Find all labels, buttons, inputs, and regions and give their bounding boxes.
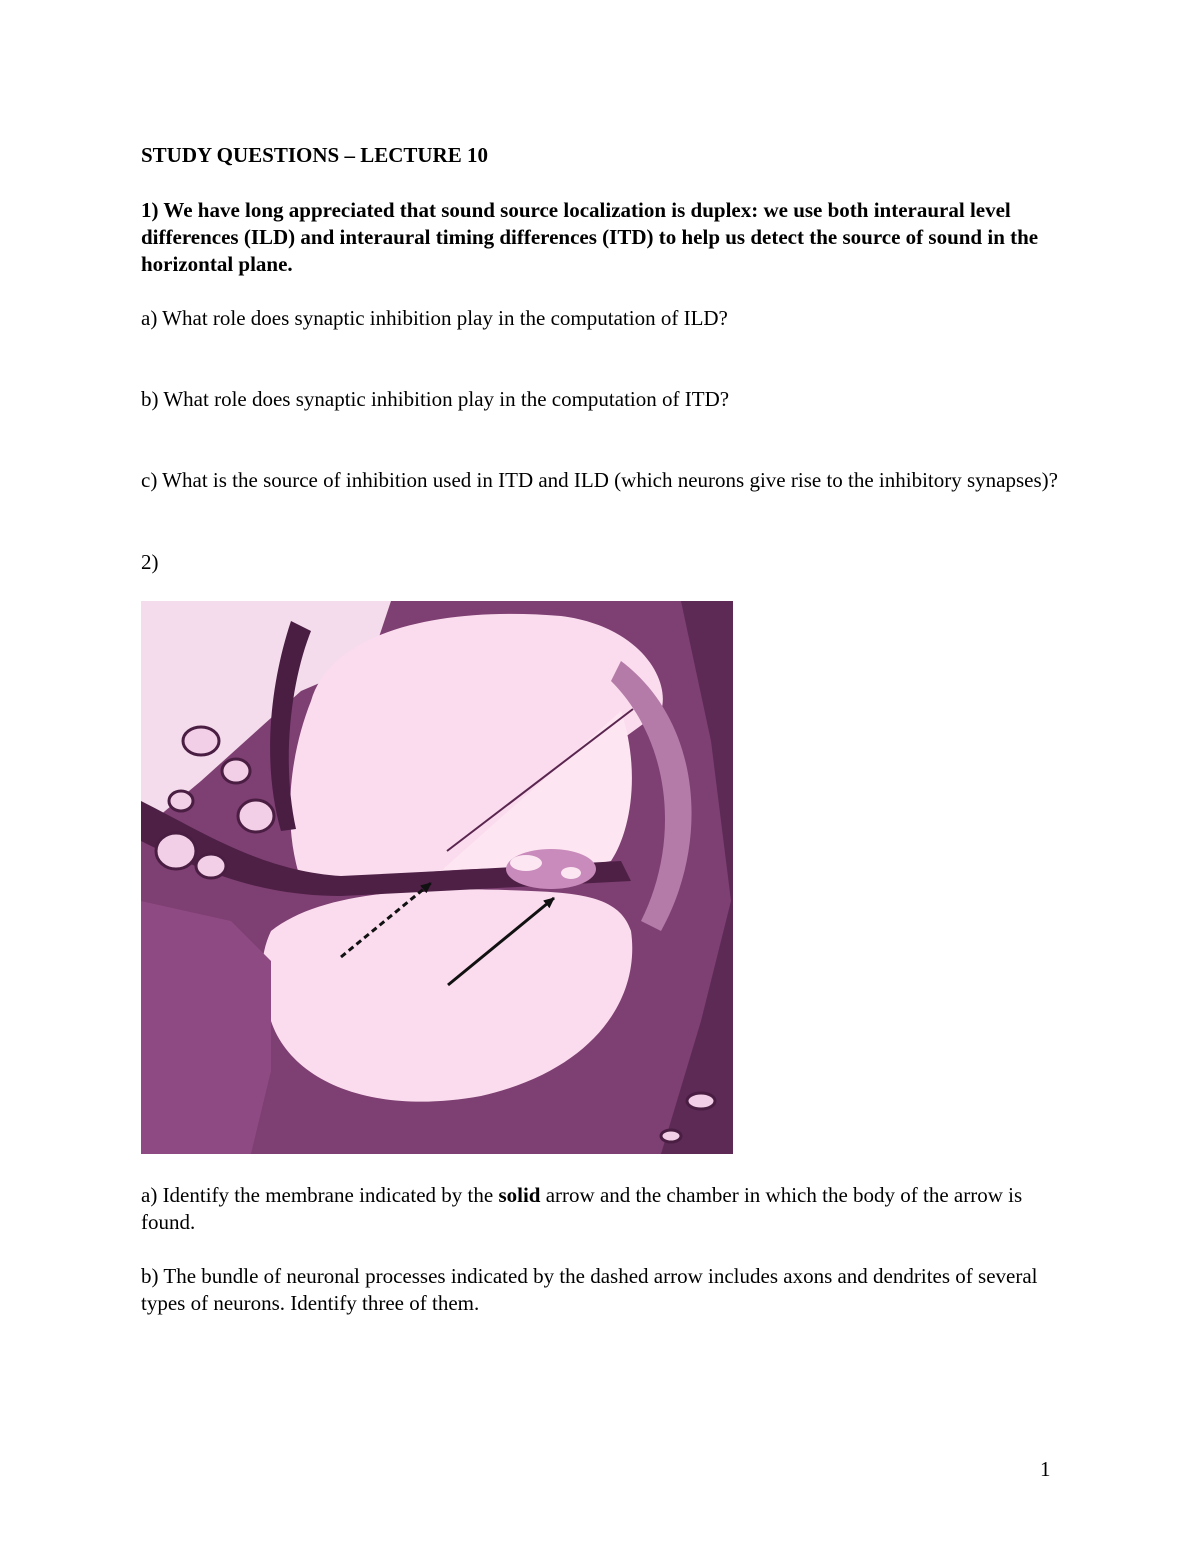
question-2a-text-before: a) Identify the membrane indicated by the <box>141 1183 499 1207</box>
question-1c: c) What is the source of inhibition used in ITD and ILD (which neurons give rise to the inhibitory synapses)? <box>141 468 1058 492</box>
question-2a-text-after: arrow and the chamber in which the body of the arrow is found. <box>141 1183 1023 1234</box>
question-2a <box>141 1182 1061 1236</box>
question-2-label: 2) <box>141 550 159 574</box>
question-1b: b) What role does synaptic inhibition play in the computation of ITD? <box>141 387 730 411</box>
page-number: 1 <box>1040 1457 1051 1481</box>
tunnel-space <box>510 855 542 871</box>
outer-tunnel <box>561 867 581 879</box>
question-2b: b) The bundle of neuronal processes indicated by the dashed arrow includes axons and dendrites of several types of neurons. Identify three of them. <box>141 1264 1038 1315</box>
document-title: STUDY QUESTIONS – LECTURE 10 <box>141 143 488 167</box>
question-1-stem: 1) We have long appreciated that sound source localization is duplex: we use both interaural level differences (ILD) and interaural timing differences (ITD) to help us detect the source of sound in the horizontal plane. <box>141 198 1039 276</box>
cochlea-histology-figure <box>141 601 733 1154</box>
question-1a: a) What role does synaptic inhibition play in the computation of ILD? <box>141 306 728 330</box>
question-2a-bold: solid <box>498 1183 541 1207</box>
